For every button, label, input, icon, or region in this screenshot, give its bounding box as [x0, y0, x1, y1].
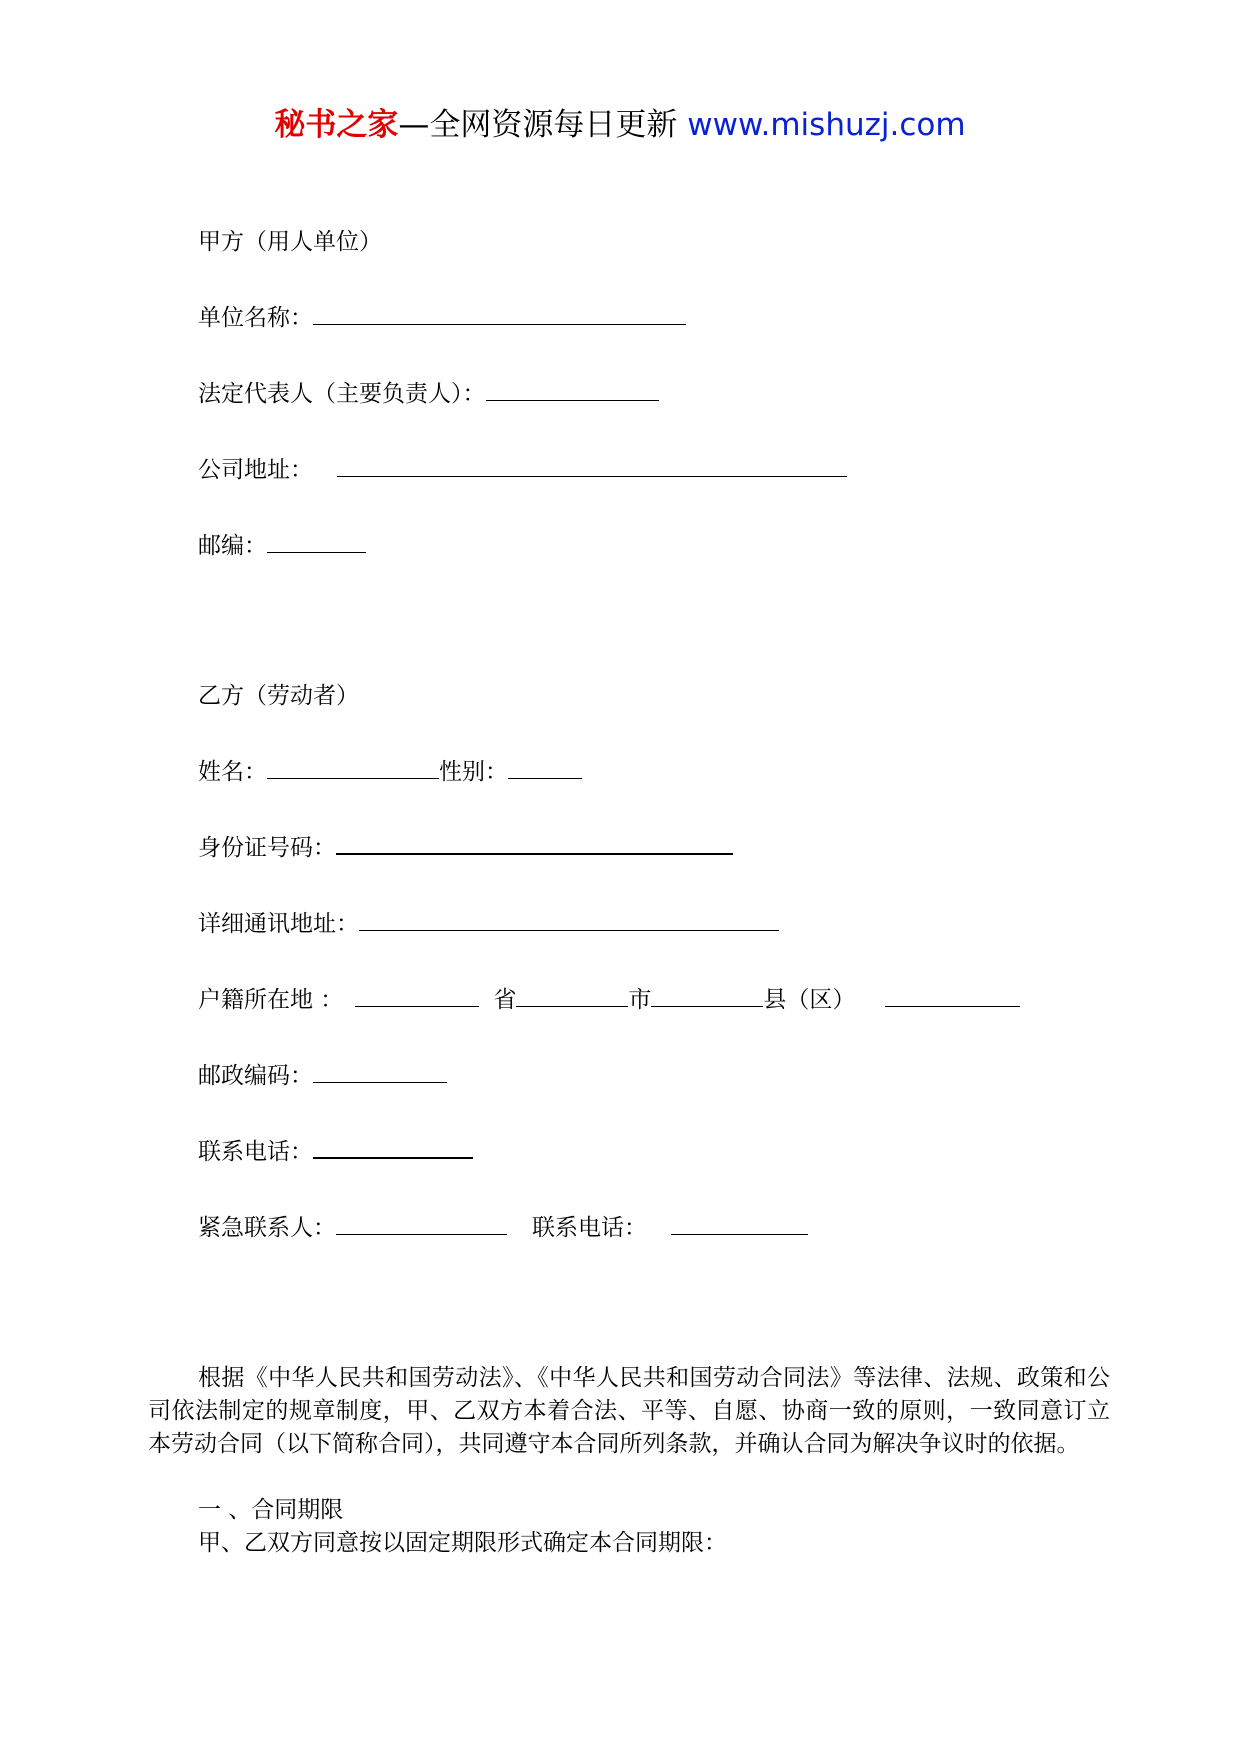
county-label: 县（区）: [763, 987, 856, 1013]
company-name-row: [198, 301, 686, 335]
mail-address-label: 详细通讯地址：: [198, 911, 359, 937]
postcode-blank[interactable]: [267, 530, 366, 553]
postal-code-label: 邮政编码：: [198, 1063, 313, 1089]
mail-address-row: [198, 907, 779, 941]
city-blank[interactable]: [651, 984, 763, 1007]
party-a-title: [198, 225, 382, 259]
postal-code-blank[interactable]: [313, 1060, 447, 1083]
legal-rep-blank[interactable]: [486, 378, 659, 401]
name-gender-row: [198, 755, 582, 789]
phone-blank[interactable]: [313, 1135, 473, 1159]
emergency-contact-label: 紧急联系人：: [198, 1215, 336, 1241]
site-header: [0, 100, 1240, 150]
emergency-contact-blank[interactable]: [336, 1212, 507, 1235]
company-address-row: [198, 453, 847, 487]
legal-rep-label: 法定代表人（主要负责人）：: [198, 381, 486, 407]
emergency-phone-blank[interactable]: [671, 1212, 808, 1235]
site-url-link[interactable]: www.mishuzj.com: [687, 107, 966, 143]
party-b-title: [198, 679, 359, 713]
hukou-row: [198, 983, 1020, 1017]
id-number-blank[interactable]: [336, 831, 733, 855]
postcode-row: [198, 529, 366, 563]
name-label: 姓名：: [198, 759, 267, 785]
brand-name: 秘书之家: [274, 107, 399, 143]
gender-label: 性别：: [439, 759, 508, 785]
mail-address-blank[interactable]: [359, 908, 779, 931]
postal-code-row: [198, 1059, 447, 1093]
name-blank[interactable]: [267, 756, 439, 779]
party-b-title-text: 乙方（劳动者）: [198, 683, 359, 709]
emergency-phone-label: 联系电话：: [532, 1215, 647, 1241]
hukou-blank-1[interactable]: [355, 984, 479, 1007]
id-number-row: [198, 831, 733, 865]
hukou-label: 户籍所在地 ：: [198, 987, 344, 1013]
company-name-label: 单位名称：: [198, 305, 313, 331]
company-address-blank[interactable]: [337, 454, 847, 477]
province-blank[interactable]: [516, 984, 628, 1007]
section-1-title: 一 、合同期限: [198, 1497, 344, 1523]
province-label: 省: [493, 987, 517, 1013]
contract-intro-paragraph: 根据《中华人民共和国劳动法》、《中华人民共和国劳动合同法》等法律、法规、政策和公司依法制定的规章制度，甲、乙双方本着合法、平等、自愿、协商一致的原则，一致同意订立本劳动合同（以下简称合同），共同遵守本合同所列条款，并确认合同为解决争议时的依据。: [148, 1365, 1110, 1457]
phone-label: 联系电话：: [198, 1139, 313, 1165]
section-1-text: 甲、乙双方同意按以固定期限形式确定本合同期限：: [198, 1530, 727, 1556]
postcode-label: 邮编：: [198, 533, 267, 559]
legal-rep-row: [198, 377, 659, 411]
gender-blank[interactable]: [508, 756, 582, 779]
company-name-blank[interactable]: [313, 302, 686, 325]
city-label: 市: [628, 987, 652, 1013]
header-slogan: —全网资源每日更新: [398, 107, 678, 143]
county-blank[interactable]: [885, 984, 1020, 1007]
party-a-title-text: 甲方（用人单位）: [198, 229, 382, 255]
id-number-label: 身份证号码：: [198, 835, 336, 861]
phone-row: [198, 1135, 473, 1169]
company-address-label: 公司地址：: [198, 457, 313, 483]
emergency-contact-row: [198, 1211, 808, 1245]
